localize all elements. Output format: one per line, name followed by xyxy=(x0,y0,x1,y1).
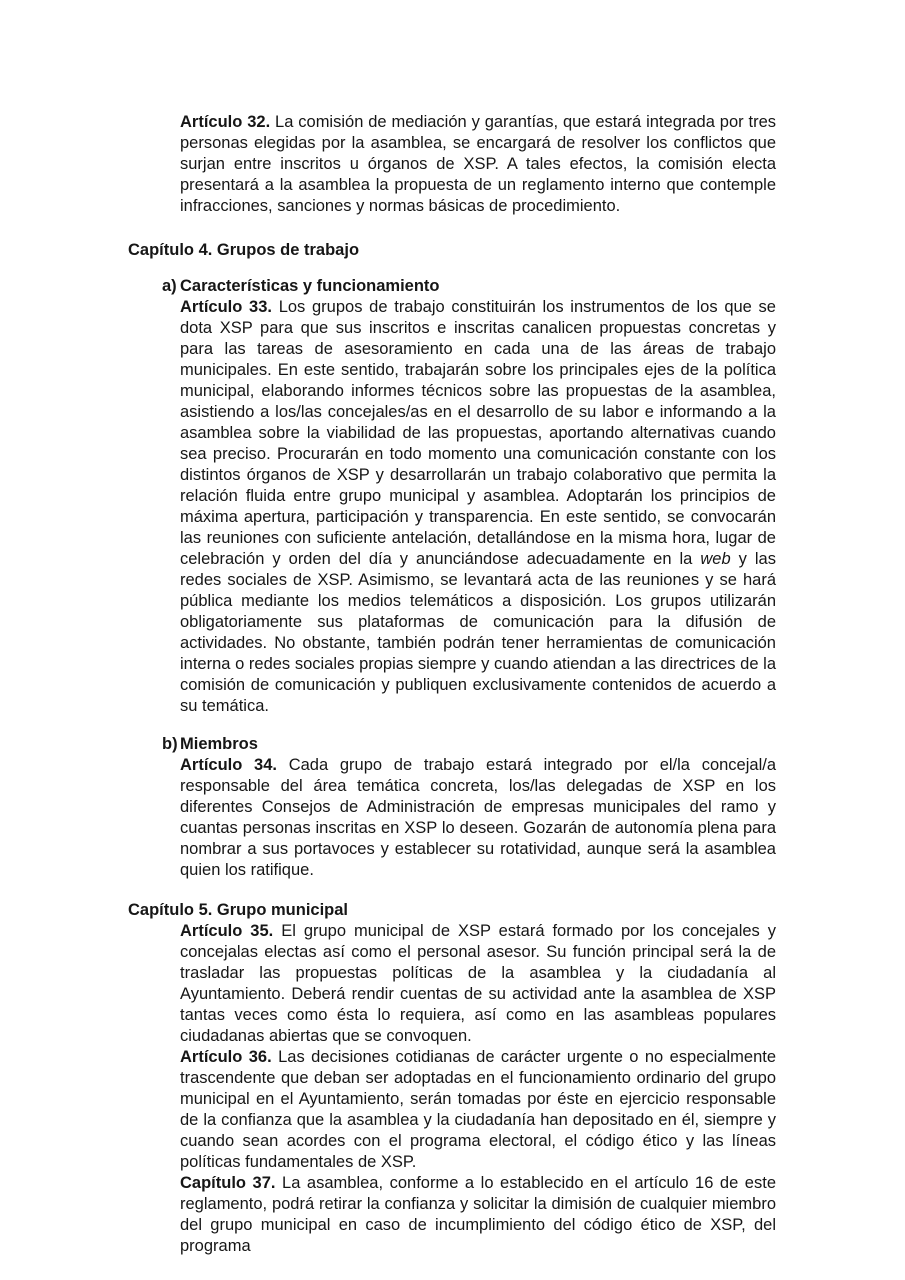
article-33-body-part1: Los grupos de trabajo constituirán los instrumentos de los que se dota XSP para que sus inscritos e inscritas canalicen propuestas concretas y para las tareas de asesoramiento en cada una de las áreas de trabajo municipales. En este sentido, trabajarán sobre los principales ejes de la política municipal, elaborando informes técnicos sobre las propuestas de la asamblea, asistiendo a los/las concejales/as en el desarrollo de su labor e informando a la asamblea sobre la viabilidad de las propuestas, aportando alternativas cuando sea preciso. Procurarán en todo momento una comunicación constante con los distintos órganos de XSP y desarrollarán un trabajo colaborativo que permita la relación fluida entre grupo municipal y asamblea. Adoptarán los principios de máxima apertura, participación y transparencia. En este sentido, se convocarán las reuniones con suficiente antelación, detallándose en la misma hora, lugar de celebración y orden del día y anunciándose adecuadamente en la xyxy=(180,298,776,568)
list-item-b-marker: b) xyxy=(162,735,178,753)
article-35-paragraph xyxy=(180,921,776,1047)
article-32-paragraph xyxy=(180,112,776,217)
chapter-37-body: La asamblea, conforme a lo establecido en el artículo 16 de este reglamento, podrá retirar la confianza y solicitar la dimisión de cualquier miembro del grupo municipal en caso de incumplimiento del código ético de XSP, del programa xyxy=(180,1174,776,1255)
article-32-label: Artículo 32. xyxy=(180,113,271,131)
article-35-label: Artículo 35. xyxy=(180,922,274,940)
document-content xyxy=(128,112,776,1257)
list-item-a xyxy=(162,276,776,297)
list-item-b-title: Miembros xyxy=(180,735,258,753)
article-34-body: Cada grupo de trabajo estará integrado por el/la concejal/a responsable del área temática concreta, los/las delegadas de XSP en los diferentes Consejos de Administración de empresas municipales del ramo y cuantas personas inscritas en XSP lo deseen. Gozarán de autonomía plena para nombrar a sus portavoces y establecer su rotatividad, aunque será la asamblea quien los ratifique. xyxy=(180,756,776,879)
article-33-paragraph xyxy=(180,297,776,717)
chapter-4-heading: Capítulo 4. Grupos de trabajo xyxy=(128,241,360,259)
article-33-body-part2: y las redes sociales de XSP. Asimismo, se levantará acta de las reuniones y se hará pública mediante los medios telemáticos a disposición. Los grupos utilizarán obligatoriamente sus plataformas de comunicación para la difusión de actividades. No obstante, también podrán tener herramientas de comunicación interna o redes sociales propias siempre y cuando atiendan a las directrices de la comisión de comunicación y publiquen exclusivamente contenidos de acuerdo a su temática. xyxy=(180,550,776,715)
article-34-paragraph xyxy=(180,755,776,881)
article-36-body: Las decisiones cotidianas de carácter urgente o no especialmente trascendente que deban ser adoptadas en el funcionamiento ordinario del grupo municipal en el Ayuntamiento, serán tomadas por éste en ejercicio responsable de la confianza que la asamblea y la ciudadanía han depositado en él, siempre y cuando sean acordes con el programa electoral, el código ético y las líneas políticas fundamentales de XSP. xyxy=(180,1048,777,1171)
chapter-37-paragraph xyxy=(180,1173,776,1257)
article-35-body: El grupo municipal de XSP estará formado por los concejales y concejalas electas así como el personal asesor. Su función principal será la de trasladar las propuestas políticas de la asamblea y la ciudadanía al Ayuntamiento. Deberá rendir cuentas de su actividad ante la asamblea de XSP tantas veces como ésta lo requiera, así como en las asambleas populares ciudadanas abiertas que se convoquen. xyxy=(180,922,776,1045)
article-33-italic-word: web xyxy=(700,550,731,568)
article-33-label: Artículo 33. xyxy=(180,298,272,316)
chapter-37-label: Capítulo 37. xyxy=(180,1174,276,1192)
list-item-a-marker: a) xyxy=(162,277,177,295)
article-36-label: Artículo 36. xyxy=(180,1048,272,1066)
article-32-body: La comisión de mediación y garantías, que estará integrada por tres personas elegidas por la asamblea, se encargará de resolver los conflictos que surjan entre inscritos u órganos de XSP. A tales efectos, la comisión electa presentará a la asamblea la propuesta de un reglamento interno que contemple infracciones, sanciones y normas básicas de procedimiento. xyxy=(180,113,777,215)
article-36-paragraph xyxy=(180,1047,776,1173)
list-item-a-title: Características y funcionamiento xyxy=(180,277,440,295)
list-item-b xyxy=(162,734,776,755)
article-34-label: Artículo 34. xyxy=(180,756,277,774)
chapter-5-heading: Capítulo 5. Grupo municipal xyxy=(128,901,349,919)
